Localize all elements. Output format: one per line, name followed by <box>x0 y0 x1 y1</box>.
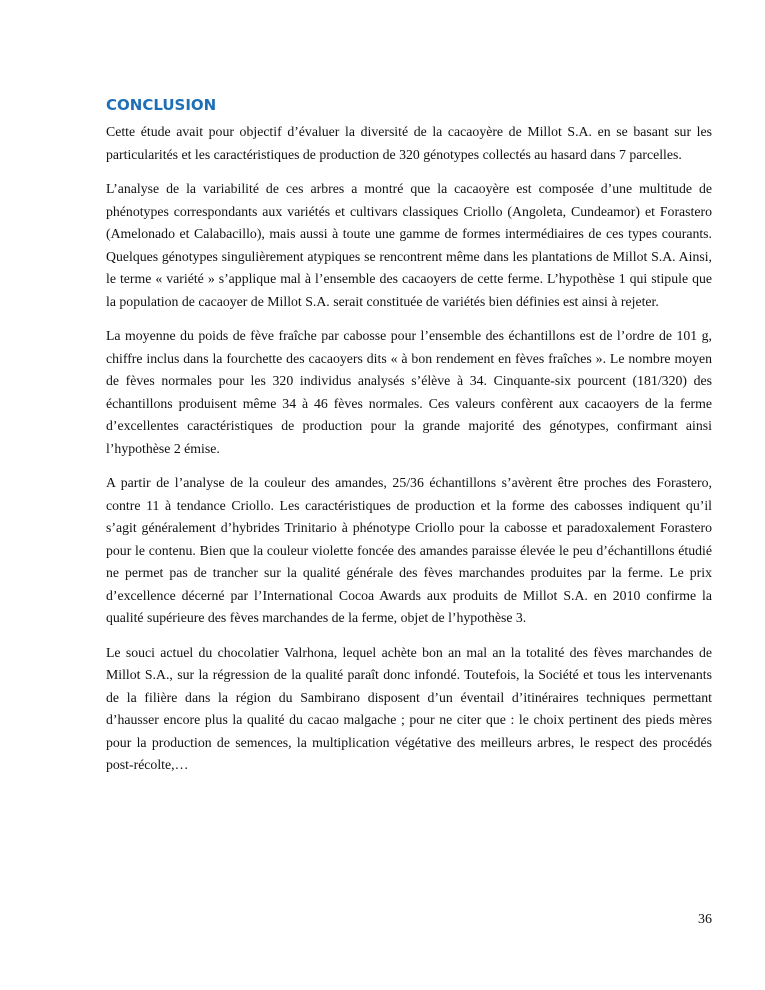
section-heading: CONCLUSION <box>106 96 217 114</box>
paragraph-bean-color: A partir de l’analyse de la couleur des amandes, 25/36 échantillons s’avèrent être proches des Forastero, contre 11 à tendance Criollo. Les caractéristiques de production et la forme des cabosses indiquent qu’il s’agit généralement d’hybrides Trinitario à phénotype Criollo pour la cabosse et paradoxalement Forastero pour le contenu. Bien que la couleur violette foncée des amandes paraisse élevée le peu d’échantillons étudié ne permet pas de trancher sur la qualité générale des fèves marchandes produites par la ferme. Le prix d’excellence décerné par l’International Cocoa Awards aux produits de Millot S.A. en 2010 confirme la qualité supérieure des fèves marchandes de la ferme, objet de l’hypothèse 3. <box>106 475 712 625</box>
page-number: 36 <box>698 912 712 927</box>
paragraph-production: La moyenne du poids de fève fraîche par cabosse pour l’ensemble des échantillons est de l’ordre de 101 g, chiffre inclus dans la fourchette des cacaoyers dits « à bon rendement en fèves fraîches ». Le nombre moyen de fèves normales pour les 320 individus analysés s’élève à 34. Cinquante-six pourcent (181/320) des échantillons produisent même 34 à 46 fèves normales. Ces valeurs confèrent aux cacaoyers de la ferme d’excellentes caractéristiques de production pour la grande majorité des génotypes, confirmant ainsi l’hypothèse 2 émise. <box>106 328 712 456</box>
paragraph-objective: Cette étude avait pour objectif d’évaluer la diversité de la cacaoyère de Millot S.A. en se basant sur les particularités et les caractéristiques de production de 320 génotypes collectés au hasard dans 7 parcelles. <box>106 124 712 162</box>
page-content <box>106 94 712 789</box>
paragraph-variability: L’analyse de la variabilité de ces arbres a montré que la cacaoyère est composée d’une multitude de phénotypes correspondants aux variétés et cultivars classiques Criollo (Angoleta, Cundeamor) et Forastero (Amelonado et Calabacillo), mais aussi à toute une gamme de formes intermédiaires de ces types courants. Quelques génotypes singulièrement atypiques se rencontrent même dans les plantations de Millot S.A. Ainsi, le terme « variété » s’applique mal à l’ensemble des cacaoyers de cette ferme. L’hypothèse 1 qui stipule que la population de cacaoyer de Millot S.A. serait constituée de variétés bien définies est ainsi à rejeter. <box>106 181 712 309</box>
paragraph-recommendations: Le souci actuel du chocolatier Valrhona, lequel achète bon an mal an la totalité des fèves marchandes de Millot S.A., sur la régression de la qualité paraît donc infondé. Toutefois, la Société et tous les intervenants de la filière dans la région du Sambirano disposent d’un éventail d’itinéraires techniques permettant d’hausser encore plus la qualité du cacao malgache ; pour ne citer que : le choix pertinent des pieds mères pour la production de semences, la multiplication végétative des meilleurs arbres, le respect des procédés post-récolte,… <box>106 644 712 772</box>
